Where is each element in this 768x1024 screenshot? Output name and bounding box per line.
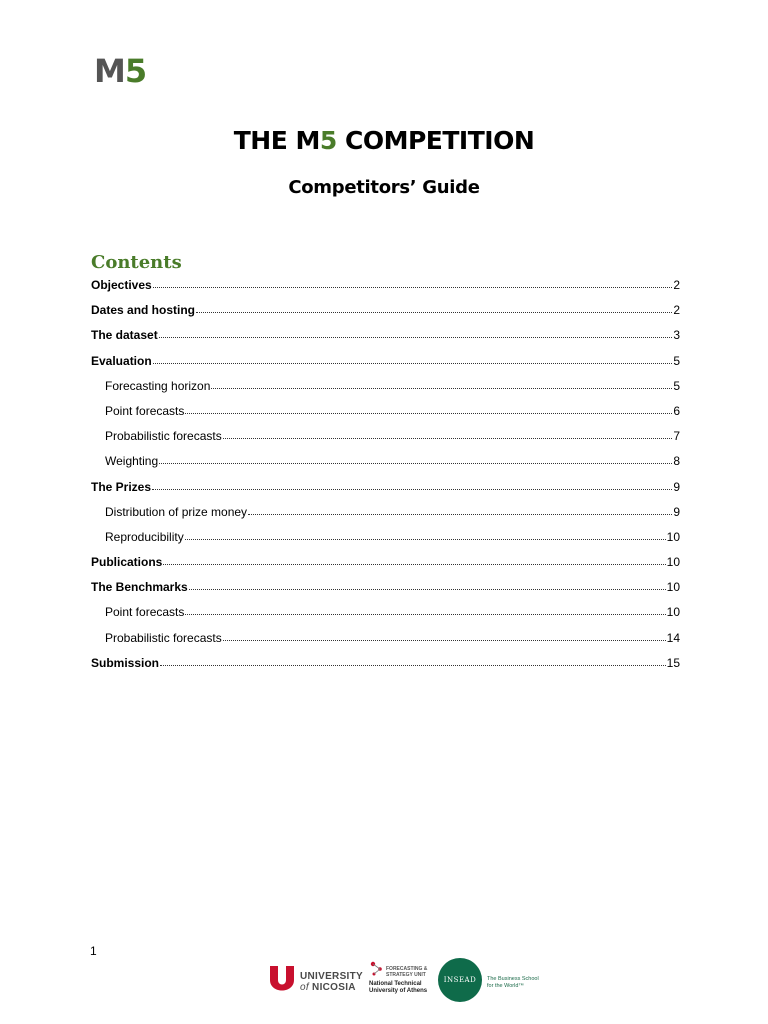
toc-entry-label: Objectives (91, 278, 152, 292)
toc-entry-label: Distribution of prize money (105, 504, 248, 519)
toc-entry-label: Probabilistic forecasts (105, 429, 222, 444)
toc-entry-label: Forecasting horizon (105, 378, 211, 393)
toc-entry-page: 15 (666, 655, 680, 670)
toc-entry-page: 7 (673, 429, 680, 444)
toc-entry[interactable] (91, 529, 680, 554)
toc-entry[interactable] (91, 302, 680, 327)
toc-entry-page: 2 (673, 303, 680, 318)
toc-entry-page: 10 (666, 605, 680, 620)
toc-entry[interactable] (91, 327, 680, 352)
toc-entry-label: Publications (91, 555, 163, 570)
document-subtitle: Competitors’ Guide (288, 177, 480, 198)
toc-entry-label: Dates and hosting (91, 303, 196, 318)
toc-entry-label: The dataset (91, 328, 158, 343)
insead-logo: INSEAD (438, 958, 482, 1002)
unic-line1: UNIVERSITY (300, 971, 364, 982)
unic-line2: NICOSIA (312, 982, 356, 993)
toc-entry-label: Weighting (105, 454, 159, 469)
ntua-line1: National Technical (369, 981, 422, 987)
logo-digit-5: 5 (124, 52, 147, 90)
ntua-unit-line2: STRATEGY UNIT (386, 972, 426, 978)
toc-dot-leader (159, 326, 673, 338)
insead-tag-line1: The Business School (487, 976, 539, 982)
table-of-contents (91, 277, 680, 680)
toc-dot-leader (163, 553, 665, 565)
toc-entry-page: 10 (666, 555, 680, 570)
toc-entry-page: 6 (673, 403, 680, 418)
toc-dot-leader (185, 402, 672, 414)
toc-entry[interactable] (91, 428, 680, 453)
unic-of: of (300, 982, 309, 993)
toc-entry[interactable] (91, 504, 680, 529)
toc-entry[interactable] (91, 655, 680, 680)
toc-entry-label: Point forecasts (105, 605, 185, 620)
university-of-nicosia-logo-icon (268, 964, 296, 996)
university-of-nicosia-name (300, 971, 363, 993)
toc-entry-label: The Prizes (91, 479, 152, 494)
toc-entry-page: 5 (673, 353, 680, 368)
toc-entry[interactable] (91, 378, 680, 403)
m5-logo (94, 52, 146, 90)
toc-entry[interactable] (91, 630, 680, 655)
toc-dot-leader (152, 478, 672, 490)
toc-entry[interactable] (91, 479, 680, 504)
toc-dot-leader (196, 301, 672, 313)
forecasting-unit-logo-icon (369, 960, 385, 978)
toc-entry[interactable] (91, 579, 680, 604)
toc-dot-leader (153, 352, 673, 364)
toc-entry-page: 10 (666, 529, 680, 544)
toc-dot-leader (211, 377, 672, 389)
document-title (0, 126, 768, 155)
toc-entry-label: Reproducibility (105, 529, 184, 544)
toc-dot-leader (159, 452, 672, 464)
toc-entry-page: 10 (666, 580, 680, 595)
page-number: 1 (90, 944, 97, 958)
toc-entry[interactable] (91, 403, 680, 428)
ntua-name (369, 981, 427, 995)
toc-entry-label: Probabilistic forecasts (105, 630, 222, 645)
ntua-unit-line1: FORECASTING & (386, 966, 428, 972)
ntua-line2: University of Athens (369, 988, 428, 994)
toc-entry-label: Evaluation (91, 353, 152, 368)
toc-dot-leader (185, 603, 665, 615)
toc-entry-page: 14 (666, 630, 680, 645)
toc-entry[interactable] (91, 277, 680, 302)
toc-dot-leader (189, 578, 666, 590)
footer-logos (268, 956, 548, 1012)
toc-entry-page: 9 (673, 504, 680, 519)
toc-dot-leader (185, 528, 666, 540)
toc-entry-page: 2 (673, 278, 680, 292)
title-accent: 5 (319, 126, 337, 155)
toc-entry-label: The Benchmarks (91, 580, 188, 595)
logo-letter-m: M (94, 52, 125, 90)
toc-entry-page: 9 (673, 479, 680, 494)
toc-dot-leader (223, 629, 666, 641)
toc-dot-leader (248, 503, 672, 515)
forecasting-unit-name (386, 966, 427, 978)
toc-entry-page: 8 (673, 454, 680, 469)
toc-entry[interactable] (91, 604, 680, 629)
insead-tag-line2: for the World™ (487, 982, 524, 989)
toc-dot-leader (160, 654, 666, 666)
toc-dot-leader (153, 276, 673, 288)
toc-entry-label: Submission (91, 655, 160, 670)
toc-entry[interactable] (91, 353, 680, 378)
toc-entry[interactable] (91, 554, 680, 579)
toc-entry-page: 5 (673, 378, 680, 393)
insead-tagline (487, 976, 539, 989)
toc-entry-page: 3 (673, 328, 680, 343)
title-suffix: COMPETITION (336, 126, 535, 155)
toc-dot-leader (223, 427, 673, 439)
contents-heading: Contents (91, 252, 182, 273)
title-prefix: THE M (233, 126, 320, 155)
toc-entry[interactable] (91, 453, 680, 478)
toc-entry-label: Point forecasts (105, 403, 185, 418)
